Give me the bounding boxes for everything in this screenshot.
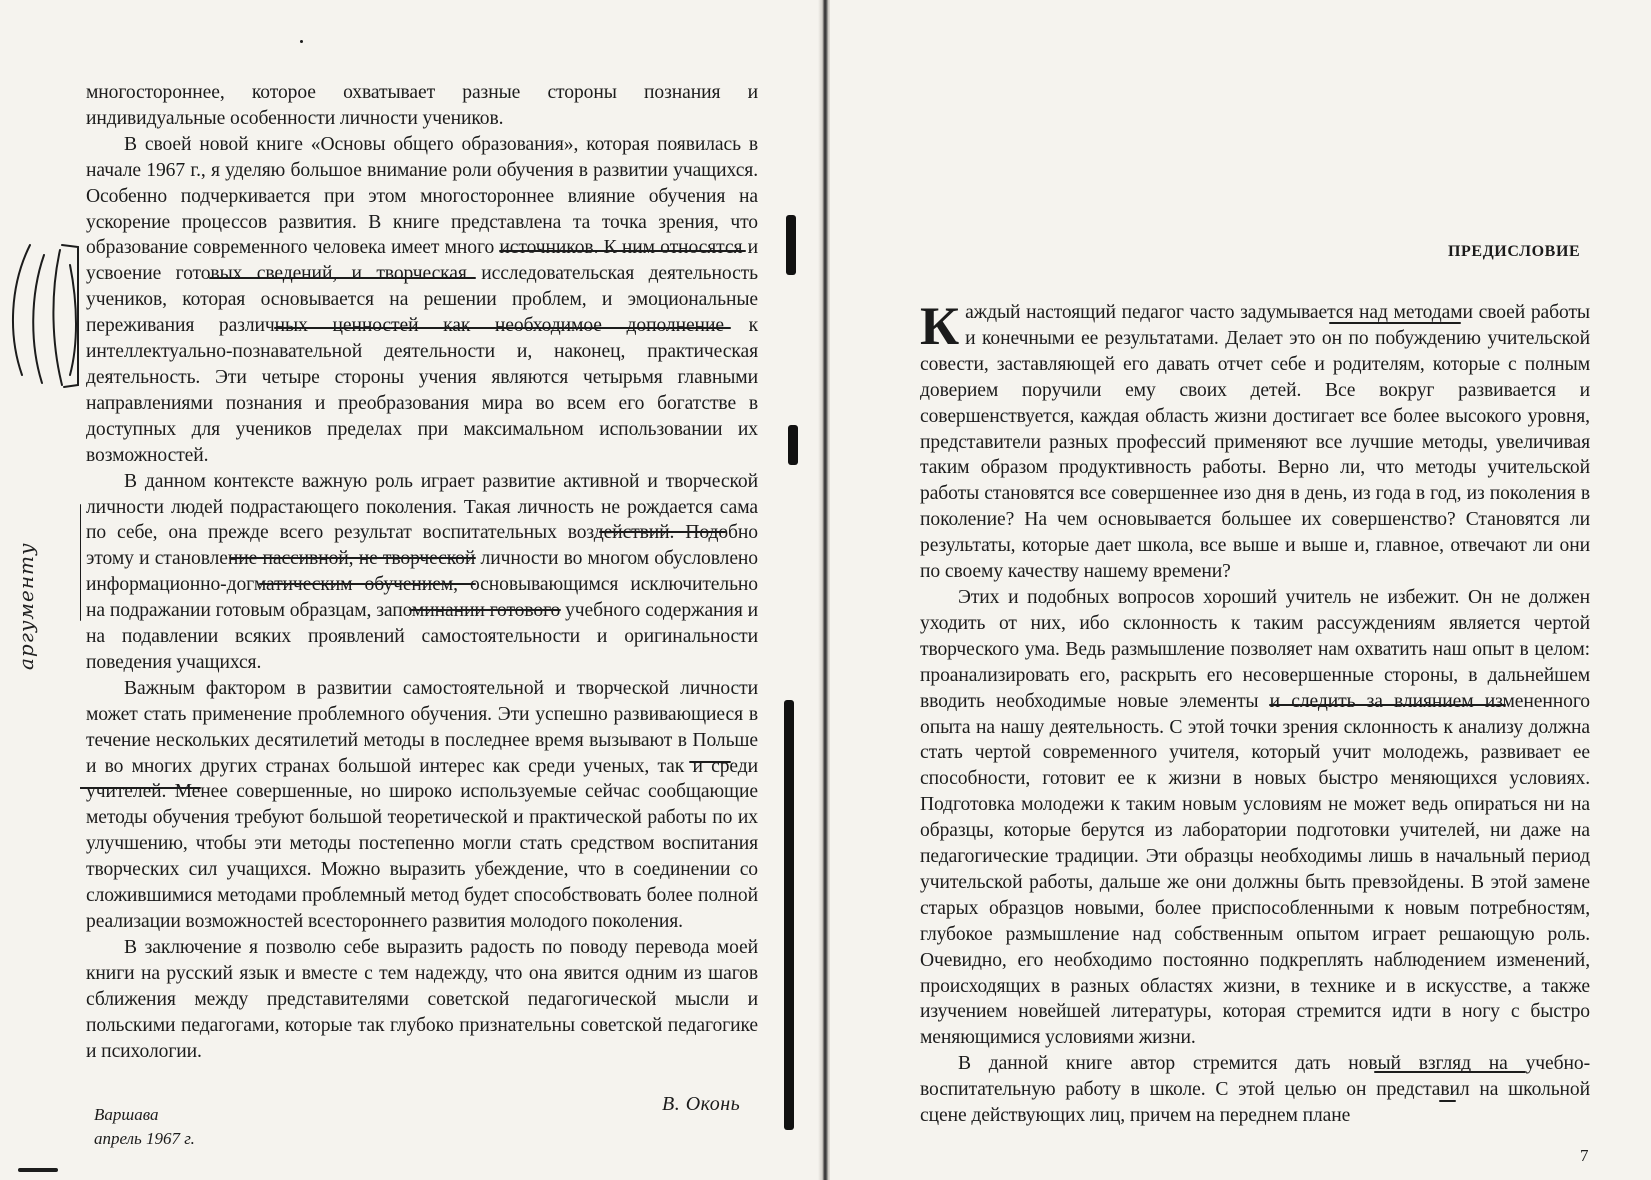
gutter-shadow xyxy=(784,700,794,1130)
place-date xyxy=(94,1103,195,1151)
underline-marks-left xyxy=(80,240,780,820)
left-paragraph-1: многостороннее, которое охватывает разные стороны познания и индивидуальные особенности личности учеников. xyxy=(86,82,758,129)
section-heading: ПРЕДИСЛОВИЕ xyxy=(1448,243,1581,260)
underline-marks-right xyxy=(900,320,1600,1120)
ink-speck xyxy=(18,1168,58,1172)
right-paragraph-1-text: аждый настоящий педагог часто задумывается над методами своей работы и конечными ее результатами. Делает это он по побуждению учительской совести, заставляющей его давать отчет себе и родителям, которые с полным доверием поручили ему своих детей. Все вокруг развивается и совершенствуется, каждая область жизни достигает все более высокого уровня, представители разных профессий применяют все лучшие методы, увеличивая таким образом продуктивность работы. Верно ли, что методы учительской работы становятся все совершеннее изо дня в день, из года в год, из поколения в поколение? На чем основывается большее их совершенство? Становятся ли результаты, которые дает школа, все выше и выше и, главное, отвечают ли они по своему качеству нашему времени? xyxy=(920,302,1590,583)
place: Варшава xyxy=(94,1105,159,1124)
gutter-shadow xyxy=(786,215,796,275)
handwritten-margin-note: аргументу xyxy=(14,542,38,670)
right-paragraph-2: Этих и подобных вопросов хороший учитель не избежит. Он не должен уходить от них, ибо склонность к таким рассуждениям является чертой творческого ума. Ведь размышление позволяет нам охватить наш опыт в целом: проанализировать его, раскрыть его несовершенные стороны, в дальнейшем вводить необходимые новые элементы и следить за влиянием измененного опыта на нашу деятельность. С этой точки зрения склонность к анализу должна стать чертой современного учителя, который учит молодежь, развивает ее способности, готовит ее к жизни в новых быстро меняющихся условиях. Подготовка молодежи к таким новым условиям не может ведь опираться ни на образцы, которые берутся из лаборатории подготовки учителей, ни даже на педагогические традиции. Эти образцы необходимы лишь в начальный период учительской работы, дальше же они должны быть превзойдены. В этой замене старых образцов новыми, более приспособленными к новым потребностям, глубокое размышление над собственным опытом играет решающую роль. Очевидно, его необходимо постоянно подкреплять наблюдением изменений, происходящих в разных областях жизни, в технике и в искусстве, а также изучением новейшей литературы, которая стремится идти в ногу с быстро меняющимися условиями жизни. xyxy=(920,586,1590,1049)
date: апрель 1967 г. xyxy=(94,1129,195,1148)
gutter-shadow xyxy=(788,425,798,465)
ink-speck xyxy=(300,40,303,43)
left-paragraph-5: В заключение я позволю себе выразить радость по поводу перевода моей книги на русский язык и вместе с тем надежду, что она явится одним из шагов сближения между представителями советской педагогической мысли и польскими педагогами, которые так глубоко признательны советской педагогике и психологии. xyxy=(86,936,758,1062)
page-number: 7 xyxy=(1580,1146,1589,1165)
left-paragraph-2: В своей новой книге «Основы общего образования», которая появилась в начале 1967 г., я уделяю большое внимание роли обучения в развитии учащихся. Особенно подчеркивается при этом многостороннее влияние обучения на ускорение процессов развития. В книге представлена та точка зрения, что образование современного человека имеет много источников. К ним относятся и усвоение готовых сведений, и творческая исследовательская деятельность учеников, которая основывается на решении проблем, и эмоциональные переживания различных ценностей как необходимое дополнение к интеллектуально-познавательной деятельности и, наконец, практическая деятельность. Эти четыре стороны учения являются четырьмя главными направлениями познания и преобразования мира во всем его богатстве в доступных для учеников пределах при максимальном использовании их возможностей. xyxy=(86,133,758,466)
margin-bracket-scribble xyxy=(0,225,90,400)
author-signature: В. Оконь xyxy=(662,1093,741,1115)
drop-cap: К xyxy=(920,296,960,356)
right-paragraph-3: В данной книге автор стремится дать новый взгляд на учебно-воспитательную работу в школе. С этой целью он представил на школьной сцене действующих лиц, причем на переднем плане xyxy=(920,1053,1590,1127)
left-paragraph-4: Важным фактором в развитии самостоятельной и творческой личности может стать применение проблемного обучения. Эти успешно развивающиеся в течение нескольких десятилетий методы в последнее время вызывают в Польше и во многих других странах большой интерес как среди ученых, так и среди учителей. Менее совершенные, но широко используемые сейчас сообщающие методы обучения требуют большой теоретической и практической работы по их улучшению, чтобы эти методы постепенно могли стать средством воспитания творческих сил учащихся. Можно выразить убеждение, что в соединении со сложившимися методами проблемный метод будет способствовать более полной реализации возможностей всестороннего развития молодого поколения. xyxy=(86,677,758,932)
left-page xyxy=(0,0,820,1180)
left-paragraph-3: В данном контексте важную роль играет развитие активной и творческой личности людей подрастающего поколения. Такая личность не рождается сама по себе, она прежде всего результат воспитательных воздействий. Подобно этому и становление пассивной, не творческой личности во многом обусловлено информационно-догматическим обучением, основывающимся исключительно на подражании готовым образцам, запоминании готового учебного содержания и на подавлении всяких проявлений самостоятельности и оригинальности поведения учащихся. xyxy=(86,470,758,673)
